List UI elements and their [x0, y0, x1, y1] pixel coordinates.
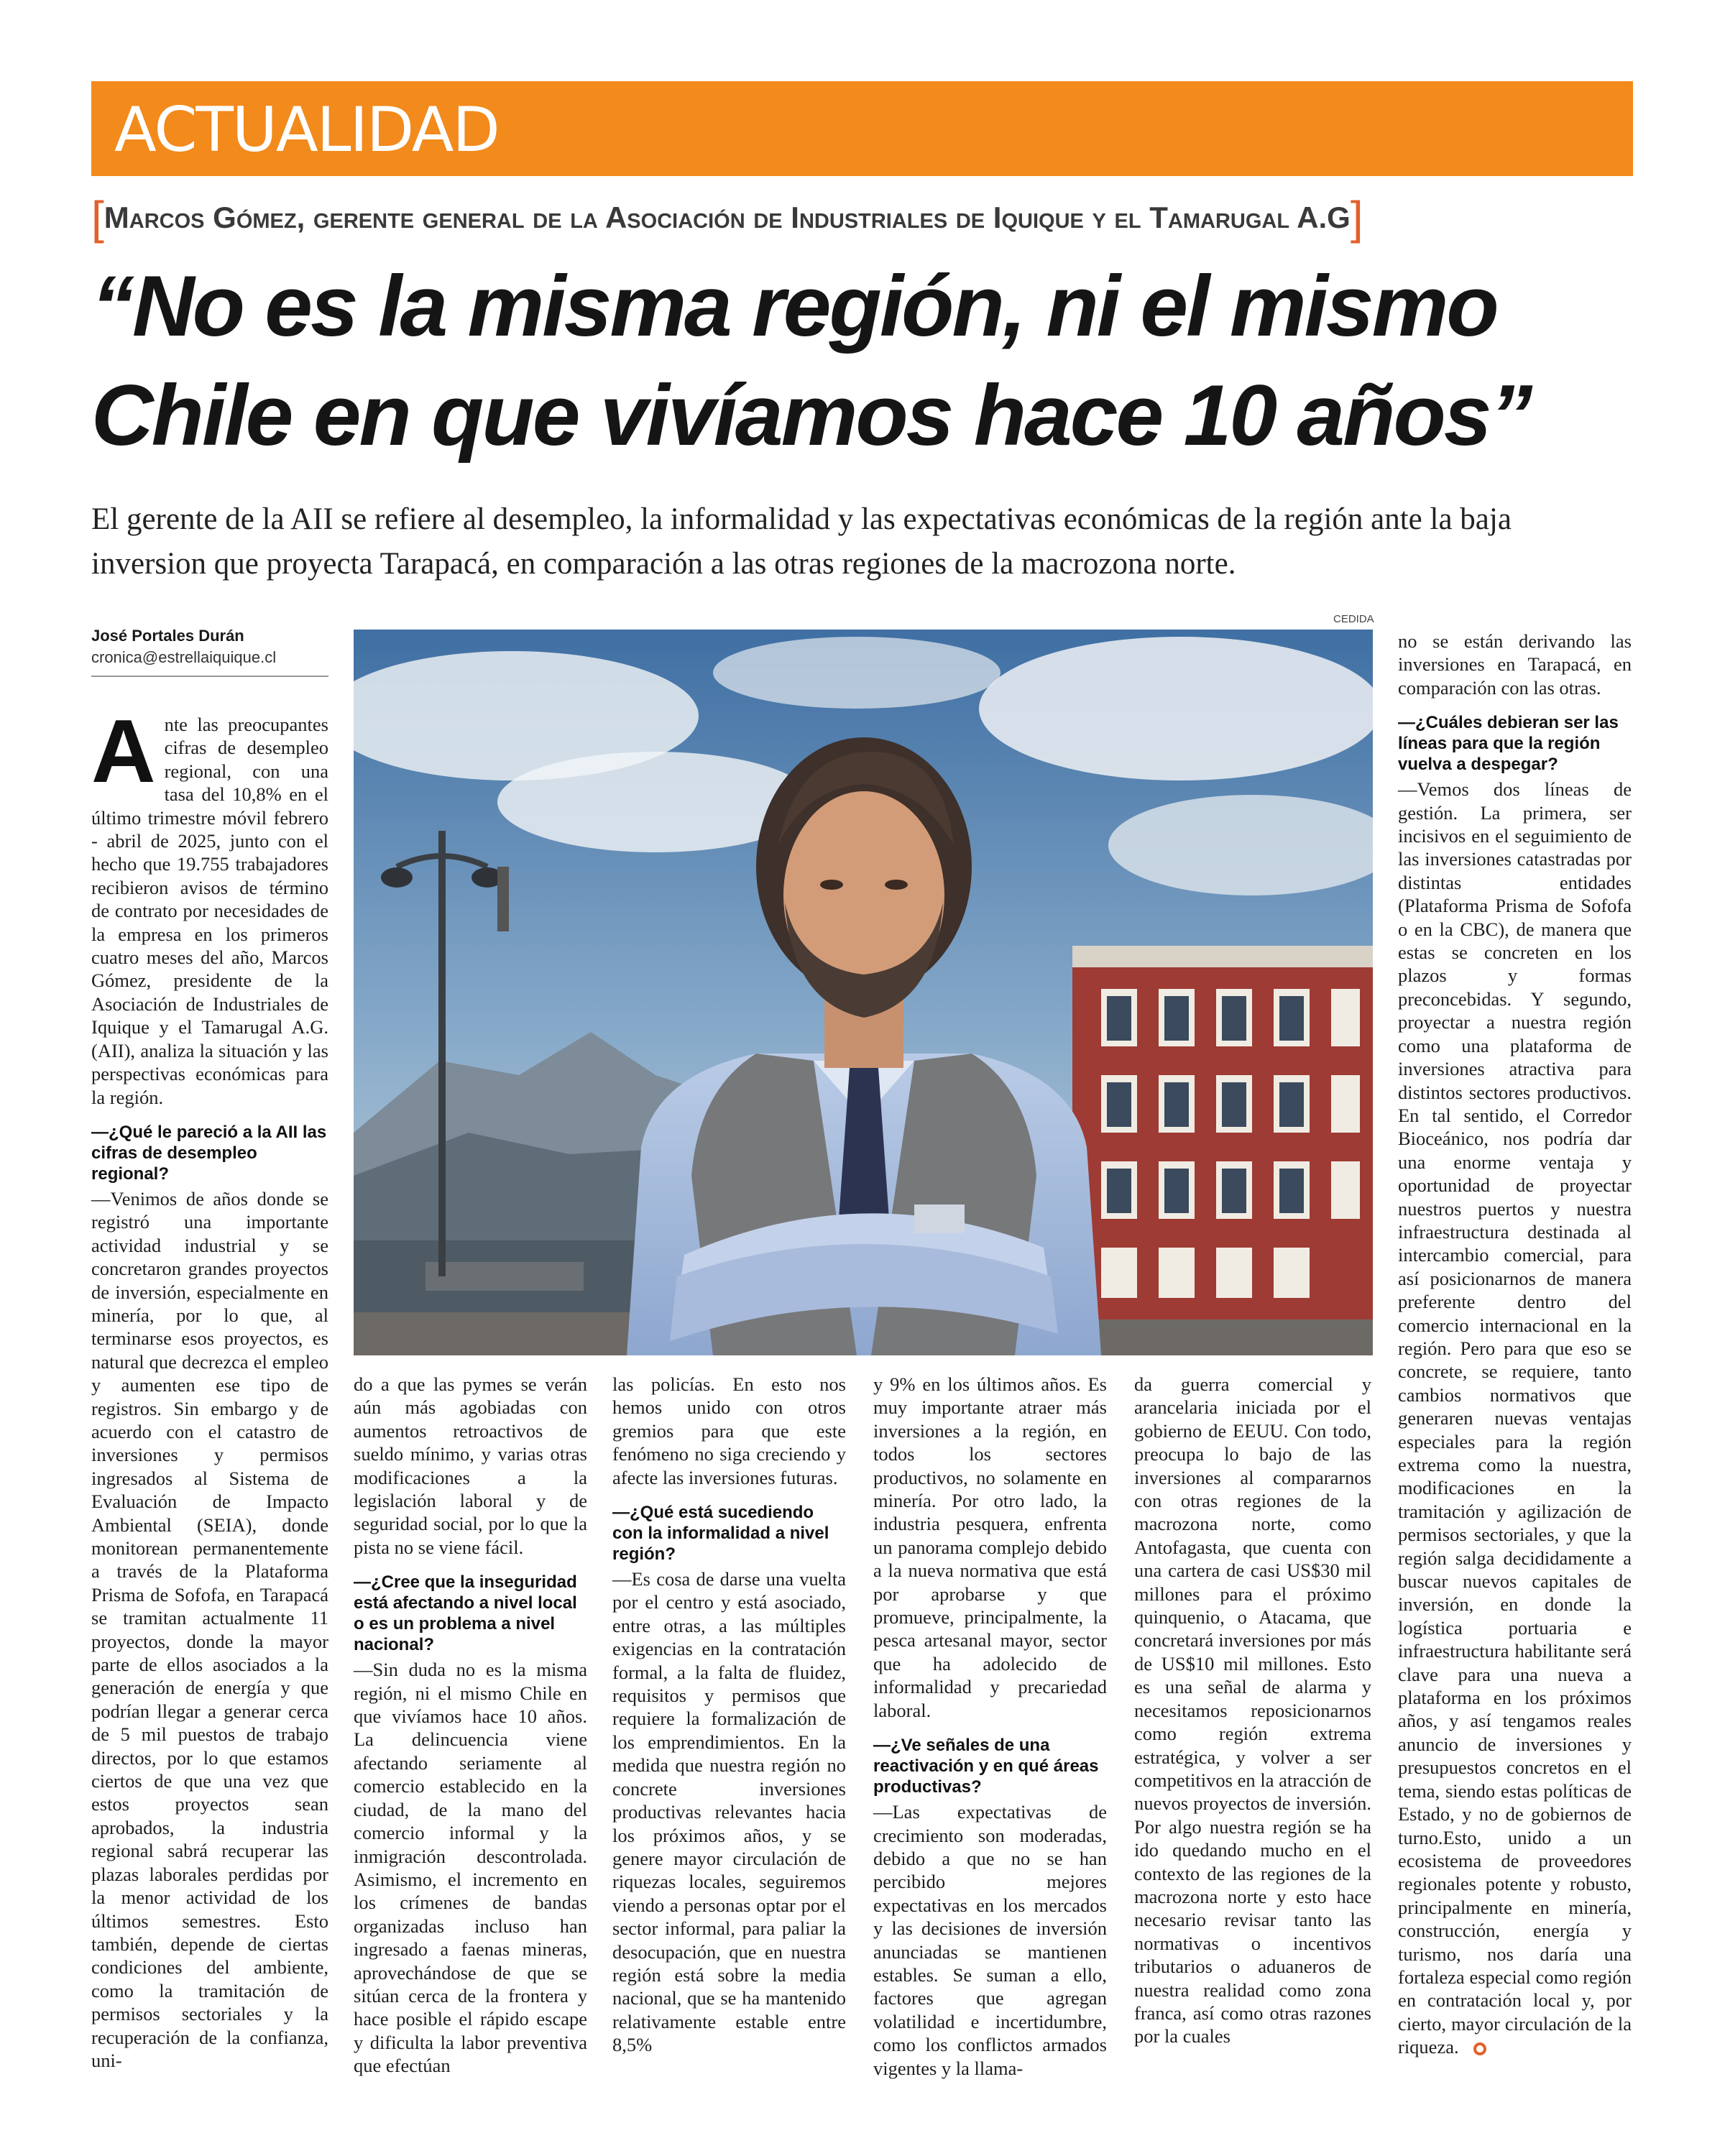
kicker [91, 192, 1633, 244]
column-1-paragraph-2: —Venimos de años donde se registró una importante actividad industrial y se concretaron grandes proyectos de inversión, especialmente en minería, por lo que, al terminarse esos proyectos, es natural que decrezca el empleo y aumenten ese tipo de registros. Sin embargo y de acuerdo con el catastro de inversiones y permisos ingresados al Sistema de Evaluación de Impacto Ambiental (SEIA), donde monitorean permanentemente a través de la Plataforma Prisma de Sofofa, en Tarapacá se tramitan actualmente 11 proyectos, donde la mayor parte de ellos asociados a la generación de energía y que podrían llegar a generar cerca de 5 mil puestos de trabajo directos, por lo que estamos ciertos de que una vez que estos proyectos sean aprobados, la industria regional sabrá recuperar las plazas laborales perdidas por la menor actividad de los últimos semestres. Esto también, depende de ciertas condiciones del ambiente, como la tramitación de permisos sectoriales y la recuperación de la confianza, uni- [91, 1187, 328, 2071]
headline: “No es la misma región, ni el mismo Chile en que vivíamos hace 10 años” [91, 258, 1531, 464]
kicker-close-bracket: ] [1350, 192, 1363, 244]
question-1: —¿Qué le pareció a la AII las cifras de desempleo regional? [91, 1122, 327, 1184]
byline-email: cronica@estrellaiquique.cl [91, 648, 277, 666]
column-2-paragraph-1: do a que las pymes se verán aún más agobiadas con aumentos retroactivos de sueldo mínimo, y varias otras modificaciones a la legislación laboral y de seguridad social, por lo que la pista no se viene fácil. [354, 1373, 587, 1558]
drop-cap: A [91, 702, 156, 801]
question-2: —¿Cree que la inseguridad está afectando a nivel local o es un problema a nivel nacional? [354, 1572, 577, 1655]
article-column-4 [873, 1373, 1107, 2080]
question-5: —¿Cuáles debieran ser las líneas para que la región vuelva a despegar? [1398, 713, 1619, 775]
column-2-paragraph-2: —Sin duda no es la misma región, ni el mismo Chile en que vivíamos hace 10 años. La delincuencia viene afectando seriamente al comercio establecido en la ciudad, de la mano del comercio informal y la inmigración descontrolada. Asimismo, el incremento en los crímenes de bandas organizadas incluso han ingresado a faenas mineras, aprovechándose de que se sitúan cerca de la frontera y hace posible el rápido escape y dificulta la labor preventiva que efectúan [354, 1659, 587, 2077]
column-6-paragraph-2: —Vemos dos líneas de gestión. La primera, ser incisivos en el seguimiento de las inversiones catastradas por distintas entidades (Plataforma Prisma de Sofofa o en la CBC), de manera que estas se concreten en los plazos y formas preconcebidas. Y segundo, proyectar a nuestra región como una plataforma de inversiones atractiva para distintos sectores productivos. En tal sentido, el Corredor Bioceánico, nos podría dar una enorme ventaja y oportunidad de proyectar nuestros puertos y nuestra infraestructura destinada al intercambio comercial, para así posicionarnos de manera preferente dentro del comercio internacional en la región. Pero para que eso se concrete, se requiere, tanto cambios normativos que generaren nuevas ventajas especiales para la región extrema como la nuestra, modificaciones en la tramitación y agilización de permisos sectoriales, y que la región salga decididamente a buscar nuevos capitales de inversión, en donde la logística portuaria e infraestructura habilitante será clave para una nueva a plataforma en los próximos años, y así tengamos reales anuncio de inversiones y presupuestos concretos en el tema, siendo estas políticas de Estado, y no de gobiernos de turno.Esto, unido a un ecosistema de proveedores regionales potente y robusto, principalmente en minería, construcción, energía y turismo, nos daría una fortaleza especial como región en contratación local y, por cierto, mayor circulación de la riqueza. [1398, 778, 1632, 2058]
column-4-paragraph-1: y 9% en los últimos años. Es muy importante atraer más inversiones a la región, en todos los sectores productivos, no solamente en minería. Por otro lado, la industria pesquera, enfrenta un panorama complejo debido a la nueva normativa que está por aprobarse y que promueve, principalmente, la pesca artesanal mayor, sector que ha adolecido de informalidad y precariedad laboral. [873, 1373, 1107, 1721]
question-4: —¿Ve señales de una reactivación y en qué áreas productivas? [873, 1736, 1099, 1797]
end-of-article-icon [1473, 2042, 1486, 2055]
column-6-paragraph-1: no se están derivando las inversiones en Tarapacá, en comparación con las otras. [1398, 630, 1632, 699]
section-header [91, 81, 1633, 176]
portrait-photo [354, 630, 1373, 1355]
article-column-6 [1398, 630, 1632, 2059]
column-3-paragraph-1: las policías. En esto nos hemos unido con otros gremios para que este fenómeno no siga creciendo y afecte las inversiones futuras. [612, 1373, 846, 1488]
section-title: ACTUALIDAD [114, 94, 499, 166]
photo-credit: CEDIDA [1333, 613, 1374, 625]
column-3-paragraph-2: —Es cosa de darse una vuelta por el centro y está asociado, entre otras, a las múltiples exigencias en la contratación formal, a la falta de fluidez, requisitos y permisos que requiere la formalización de los emprendimientos. En la medida que nuestra región no concrete inversiones productivas relevantes hacia los próximos años, y se genere mayor circulación de riquezas locales, seguiremos viendo a personas optar por el sector informal, para paliar la desocupación, que en nuestra región está sobre la media nacional, que se ha mantenido relativamente estable entre 8,5% [612, 1568, 846, 2056]
byline-name: José Portales Durán [91, 627, 244, 645]
article-column-2 [354, 1373, 587, 2078]
kicker-text: Marcos Gómez, gerente general de la Asociación de Industriales de Iquique y el Tamarugal A.G [104, 201, 1351, 234]
question-3: —¿Qué está sucediendo con la informalidad a nivel región? [612, 1503, 829, 1565]
article-column-5 [1134, 1373, 1371, 2048]
article-column-3 [612, 1373, 846, 2057]
article-column-1 [91, 702, 328, 2072]
portrait-illustration [354, 630, 1373, 1355]
byline-divider [91, 676, 328, 677]
deck: El gerente de la AII se refiere al desempleo, la informalidad y las expectativas económicas de la región ante la baja inversion que proyecta Tarapacá, en comparación a las otras regiones de la macrozona norte. [91, 502, 1512, 581]
column-1-paragraph-1: nte las preocupantes cifras de desempleo regional, con una tasa del 10,8% en el último trimestre móvil febrero - abril de 2025, junto con el hecho que 19.755 trabajadores recibieron avisos de término de contrato por necesidades de la empresa en los primeros cuatro meses del año, Marcos Gómez, presidente de la Asociación de Industriales de Iquique y el Tamarugal A.G. (AII), analiza la situación y las perspectivas económicas para la región. [91, 714, 328, 1108]
kicker-open-bracket: [ [91, 192, 104, 244]
column-4-paragraph-2: —Las expectativas de crecimiento son moderadas, debido a que no se han percibido mejores expectativas en los mercados y las decisiones de inversión anunciadas se mantienen estables. Se suman a ello, factores que agregan volatilidad e incertidumbre, como los conflictos armados vigentes y la llama- [873, 1801, 1107, 2079]
column-5-paragraph-1: da guerra comercial y arancelaria iniciada por el gobierno de EEUU. Con todo, preocupa lo bajo de las inversiones al compararnos con otras regiones de la macrozona norte, como Antofagasta, que cuenta con una cartera de casi US$30 mil millones para el próximo quinquenio, o Atacama, que concretará inversiones por más de US$10 mil millones. Esto es una señal de alarma y necesitamos reposicionarnos como región extrema estratégica, y volver a ser competitivos en la atracción de nuevos proyectos de inversión. Por algo nuestra región se ha ido quedando mucho en el contexto de las regiones de la macrozona norte y esto hace necesario revisar tanto las normativas o incentivos tributarios o aduaneros de nuestra realidad como zona franca, así como otras razones por la cuales [1134, 1373, 1371, 2047]
